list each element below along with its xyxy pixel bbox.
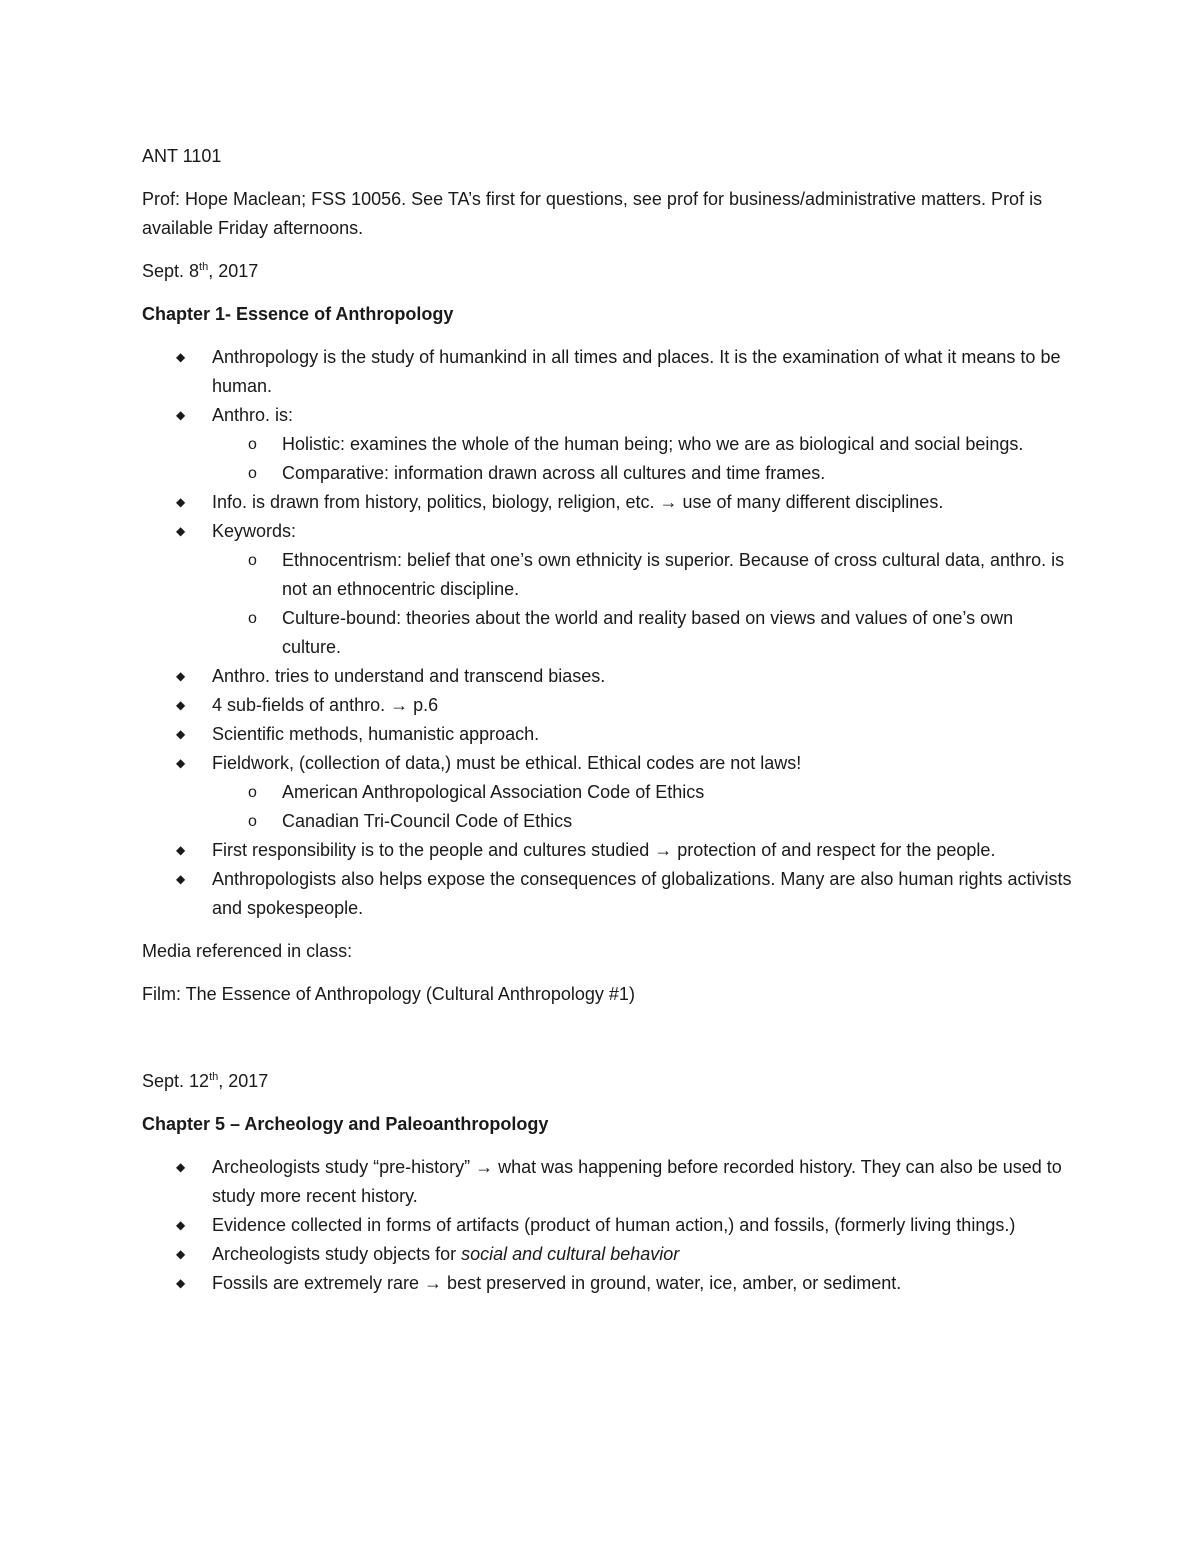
list-item: ◆ Info. is drawn from history, politics, biology, religion, etc. → use of many different disciplines. xyxy=(142,488,1072,517)
circle-bullet-icon: o xyxy=(248,813,257,830)
diamond-bullet-icon: ◆ xyxy=(176,1218,186,1232)
spacer xyxy=(142,1023,1072,1067)
keywords-sublist xyxy=(212,546,1072,662)
list-item: o Holistic: examines the whole of the human being; who we are as biological and social beings. xyxy=(212,430,1072,459)
ethics-codes-sublist xyxy=(212,778,1072,836)
media-referenced-label: Media referenced in class: xyxy=(142,941,353,961)
list-item: o Comparative: information drawn across all cultures and time frames. xyxy=(212,459,1072,488)
date-sept-12: Sept. 12th, 2017 xyxy=(142,1071,269,1091)
list-item: ◆ Anthro. tries to understand and transcend biases. xyxy=(142,662,1072,691)
diamond-bullet-icon: ◆ xyxy=(176,524,186,538)
list-item: ◆ Anthropology is the study of humankind in all times and places. It is the examination of what it means to be human. xyxy=(142,343,1072,401)
list-item: ◆ Keywords: o Ethnocentrism: belief that one’s own ethnicity is superior. Because of cross cultural data, anthro. is not an ethnocentric discipline. o Culture-bound: theories about the world and reality based on views and values of one’s own culture. xyxy=(142,517,1072,662)
list-item: ◆ Evidence collected in forms of artifacts (product of human action,) and fossils, (formerly living things.) xyxy=(142,1211,1072,1240)
diamond-bullet-icon: ◆ xyxy=(176,1247,186,1261)
list-item: ◆ Anthro. is: o Holistic: examines the whole of the human being; who we are as biological and social beings. o Comparative: information drawn across all cultures and time frames. xyxy=(142,401,1072,488)
diamond-bullet-icon: ◆ xyxy=(176,1160,186,1174)
list-item: o Ethnocentrism: belief that one’s own ethnicity is superior. Because of cross cultural data, anthro. is not an ethnocentric discipline. xyxy=(212,546,1072,604)
anthro-is-sublist xyxy=(212,430,1072,488)
chapter-5-bullet-list xyxy=(142,1153,1072,1298)
diamond-bullet-icon: ◆ xyxy=(176,872,186,886)
chapter-5-heading: Chapter 5 – Archeology and Paleoanthropology xyxy=(142,1114,549,1134)
diamond-bullet-icon: ◆ xyxy=(176,756,186,770)
list-item: ◆ Anthropologists also helps expose the consequences of globalizations. Many are also human rights activists and spokespeople. xyxy=(142,865,1072,923)
list-item: o Culture-bound: theories about the world and reality based on views and values of one’s own culture. xyxy=(212,604,1072,662)
list-item: o Canadian Tri-Council Code of Ethics xyxy=(212,807,1072,836)
list-item: ◆ Archeologists study “pre-history” → what was happening before recorded history. They can also be used to study more recent history. xyxy=(142,1153,1072,1211)
circle-bullet-icon: o xyxy=(248,784,257,801)
course-code: ANT 1101 xyxy=(142,146,222,166)
list-item: ◆ Fieldwork, (collection of data,) must be ethical. Ethical codes are not laws! o American Anthropological Association Code of Ethics o Canadian Tri-Council Code of Ethics xyxy=(142,749,1072,836)
list-item: ◆ Fossils are extremely rare → best preserved in ground, water, ice, amber, or sediment. xyxy=(142,1269,1072,1298)
circle-bullet-icon: o xyxy=(248,436,257,453)
diamond-bullet-icon: ◆ xyxy=(176,843,186,857)
diamond-bullet-icon: ◆ xyxy=(176,669,186,683)
list-item: ◆ 4 sub-fields of anthro. → p.6 xyxy=(142,691,1072,720)
diamond-bullet-icon: ◆ xyxy=(176,350,186,364)
circle-bullet-icon: o xyxy=(248,552,257,569)
chapter-1-heading: Chapter 1- Essence of Anthropology xyxy=(142,304,454,324)
list-item: ◆ Scientific methods, humanistic approach. xyxy=(142,720,1072,749)
list-item: ◆ First responsibility is to the people and cultures studied → protection of and respect for the people. xyxy=(142,836,1072,865)
prof-info: Prof: Hope Maclean; FSS 10056. See TA’s first for questions, see prof for business/administrative matters. Prof is available Friday afternoons. xyxy=(142,189,1043,238)
circle-bullet-icon: o xyxy=(248,610,257,627)
chapter-1-bullet-list xyxy=(142,343,1072,923)
film-reference: Film: The Essence of Anthropology (Cultural Anthropology #1) xyxy=(142,984,635,1004)
diamond-bullet-icon: ◆ xyxy=(176,495,186,509)
diamond-bullet-icon: ◆ xyxy=(176,727,186,741)
circle-bullet-icon: o xyxy=(248,465,257,482)
diamond-bullet-icon: ◆ xyxy=(176,1276,186,1290)
date-sept-8: Sept. 8th, 2017 xyxy=(142,261,259,281)
diamond-bullet-icon: ◆ xyxy=(176,698,186,712)
list-item: ◆ Archeologists study objects for social and cultural behavior xyxy=(142,1240,1072,1269)
diamond-bullet-icon: ◆ xyxy=(176,408,186,422)
list-item: o American Anthropological Association Code of Ethics xyxy=(212,778,1072,807)
document-page xyxy=(142,142,1072,1312)
